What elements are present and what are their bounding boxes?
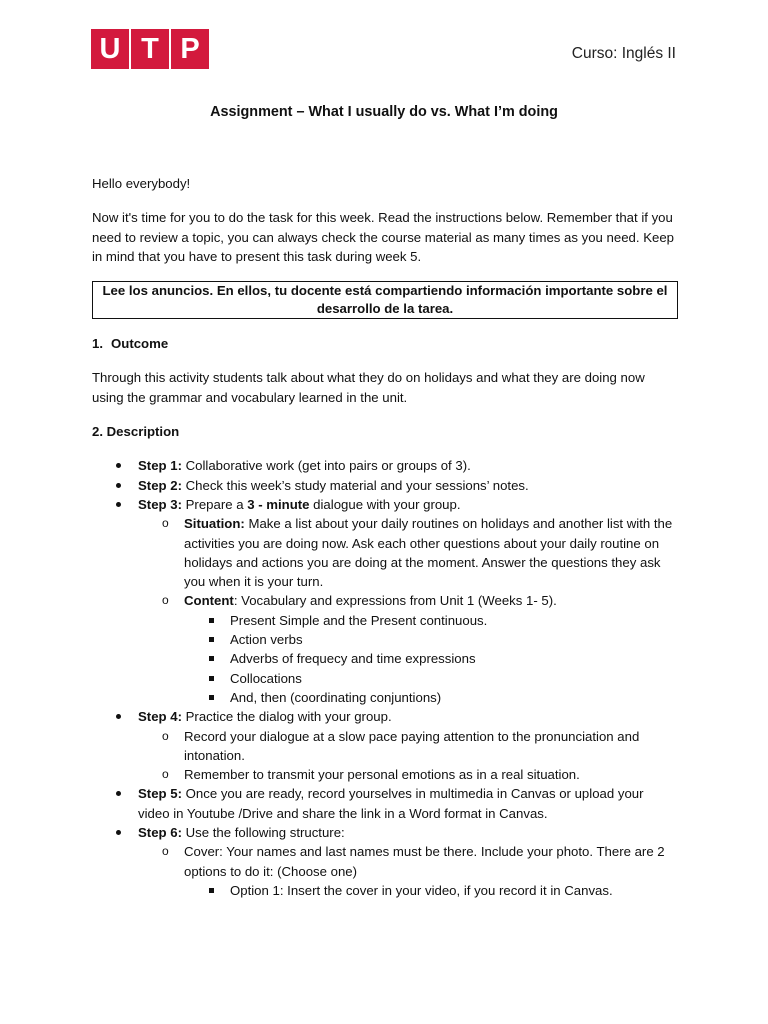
sub-text: Make a list about your daily routines on holidays and another list with the activities you are doing now. Ask each other questions about your daily routine on holidays and actions you are doing at the moment. Answer the questions they ask you when it is your turn. xyxy=(184,516,673,590)
step-label: Step 2: xyxy=(138,477,182,493)
step-item xyxy=(92,495,678,707)
step-item xyxy=(92,707,678,784)
section-title: Outcome xyxy=(111,336,169,352)
step-emphasis: 3 - minute xyxy=(247,496,310,512)
document-title: Assignment – What I usually do vs. What I’m doing xyxy=(210,104,558,120)
section-description-heading: 2. Description xyxy=(92,424,180,440)
step-label: Step 4: xyxy=(138,709,182,725)
step-text: Use the following structure: xyxy=(181,825,345,841)
content-item: And, then (coordinating conjuntions) xyxy=(184,688,678,707)
cover-options xyxy=(184,881,678,900)
notice-box: Lee los anuncios. En ellos, tu docente está compartiendo información importante sobre el desarrollo de la tarea. xyxy=(92,281,678,319)
content-item: Adverbs of frequecy and time expressions xyxy=(184,649,678,668)
step-item xyxy=(92,456,678,475)
step-item xyxy=(92,476,678,495)
steps-list xyxy=(92,456,678,900)
sub-label: Situation: xyxy=(184,516,245,532)
step-label: Step 3: xyxy=(138,496,182,512)
step6-subitems xyxy=(138,842,678,900)
sub-item xyxy=(138,842,678,900)
section-outcome-heading xyxy=(92,334,678,353)
logo-letter-p: P xyxy=(171,29,209,69)
utp-logo xyxy=(91,29,209,69)
step4-subitems xyxy=(138,727,678,785)
step-label: Step 6: xyxy=(138,825,182,841)
intro-paragraph: Now it's time for you to do the task for this week. Read the instructions below. Remember that if you need to review a topic, you can always check the course material as many times as you need. Keep in mind that you have to present this task during week 5. xyxy=(92,210,675,264)
content-items xyxy=(184,611,678,707)
content-item: Present Simple and the Present continuous. xyxy=(184,611,678,630)
greeting: Hello everybody! xyxy=(92,176,191,191)
step3-subitems xyxy=(138,514,678,707)
content-item: Collocations xyxy=(184,669,678,688)
step-label: Step 5: xyxy=(138,786,182,802)
cover-option: Option 1: Insert the cover in your video, if you record it in Canvas. xyxy=(184,881,678,900)
sub-label: Content xyxy=(184,593,234,609)
sub-item: o Remember to transmit your personal emotions as in a real situation. xyxy=(138,765,678,784)
logo-letter-t: T xyxy=(131,29,169,69)
sub-item xyxy=(138,514,678,591)
step-text: Prepare a xyxy=(181,496,248,512)
step-text: Once you are ready, record yourselves in multimedia in Canvas or upload your video in Youtube /Drive and share the link in a Word format in Canvas. xyxy=(138,786,644,821)
section-number: 1. xyxy=(92,336,103,352)
sub-item xyxy=(138,591,678,707)
step-text: Practice the dialog with your group. xyxy=(181,709,392,725)
outcome-paragraph: Through this activity students talk about what they do on holidays and what they are doing now using the grammar and vocabulary learned in the unit. xyxy=(92,370,645,405)
step-label: Step 1: xyxy=(138,458,182,474)
course-label: Curso: Inglés II xyxy=(571,45,676,62)
logo-letter-u: U xyxy=(91,29,129,69)
step-text: Check this week’s study material and your sessions’ notes. xyxy=(181,477,529,493)
sub-text: : Vocabulary and expressions from Unit 1 (Weeks 1- 5). xyxy=(233,593,557,609)
document-body xyxy=(92,174,678,900)
step-item xyxy=(92,823,678,900)
content-item: Action verbs xyxy=(184,630,678,649)
step-item xyxy=(92,784,678,823)
sub-text: Cover: Your names and last names must be there. Include your photo. There are 2 options to do it: (Choose one) xyxy=(184,844,665,879)
step-text: Collaborative work (get into pairs or groups of 3). xyxy=(181,458,471,474)
step-text: dialogue with your group. xyxy=(309,496,461,512)
sub-item: o Record your dialogue at a slow pace paying attention to the pronunciation and intonation. xyxy=(138,727,678,766)
